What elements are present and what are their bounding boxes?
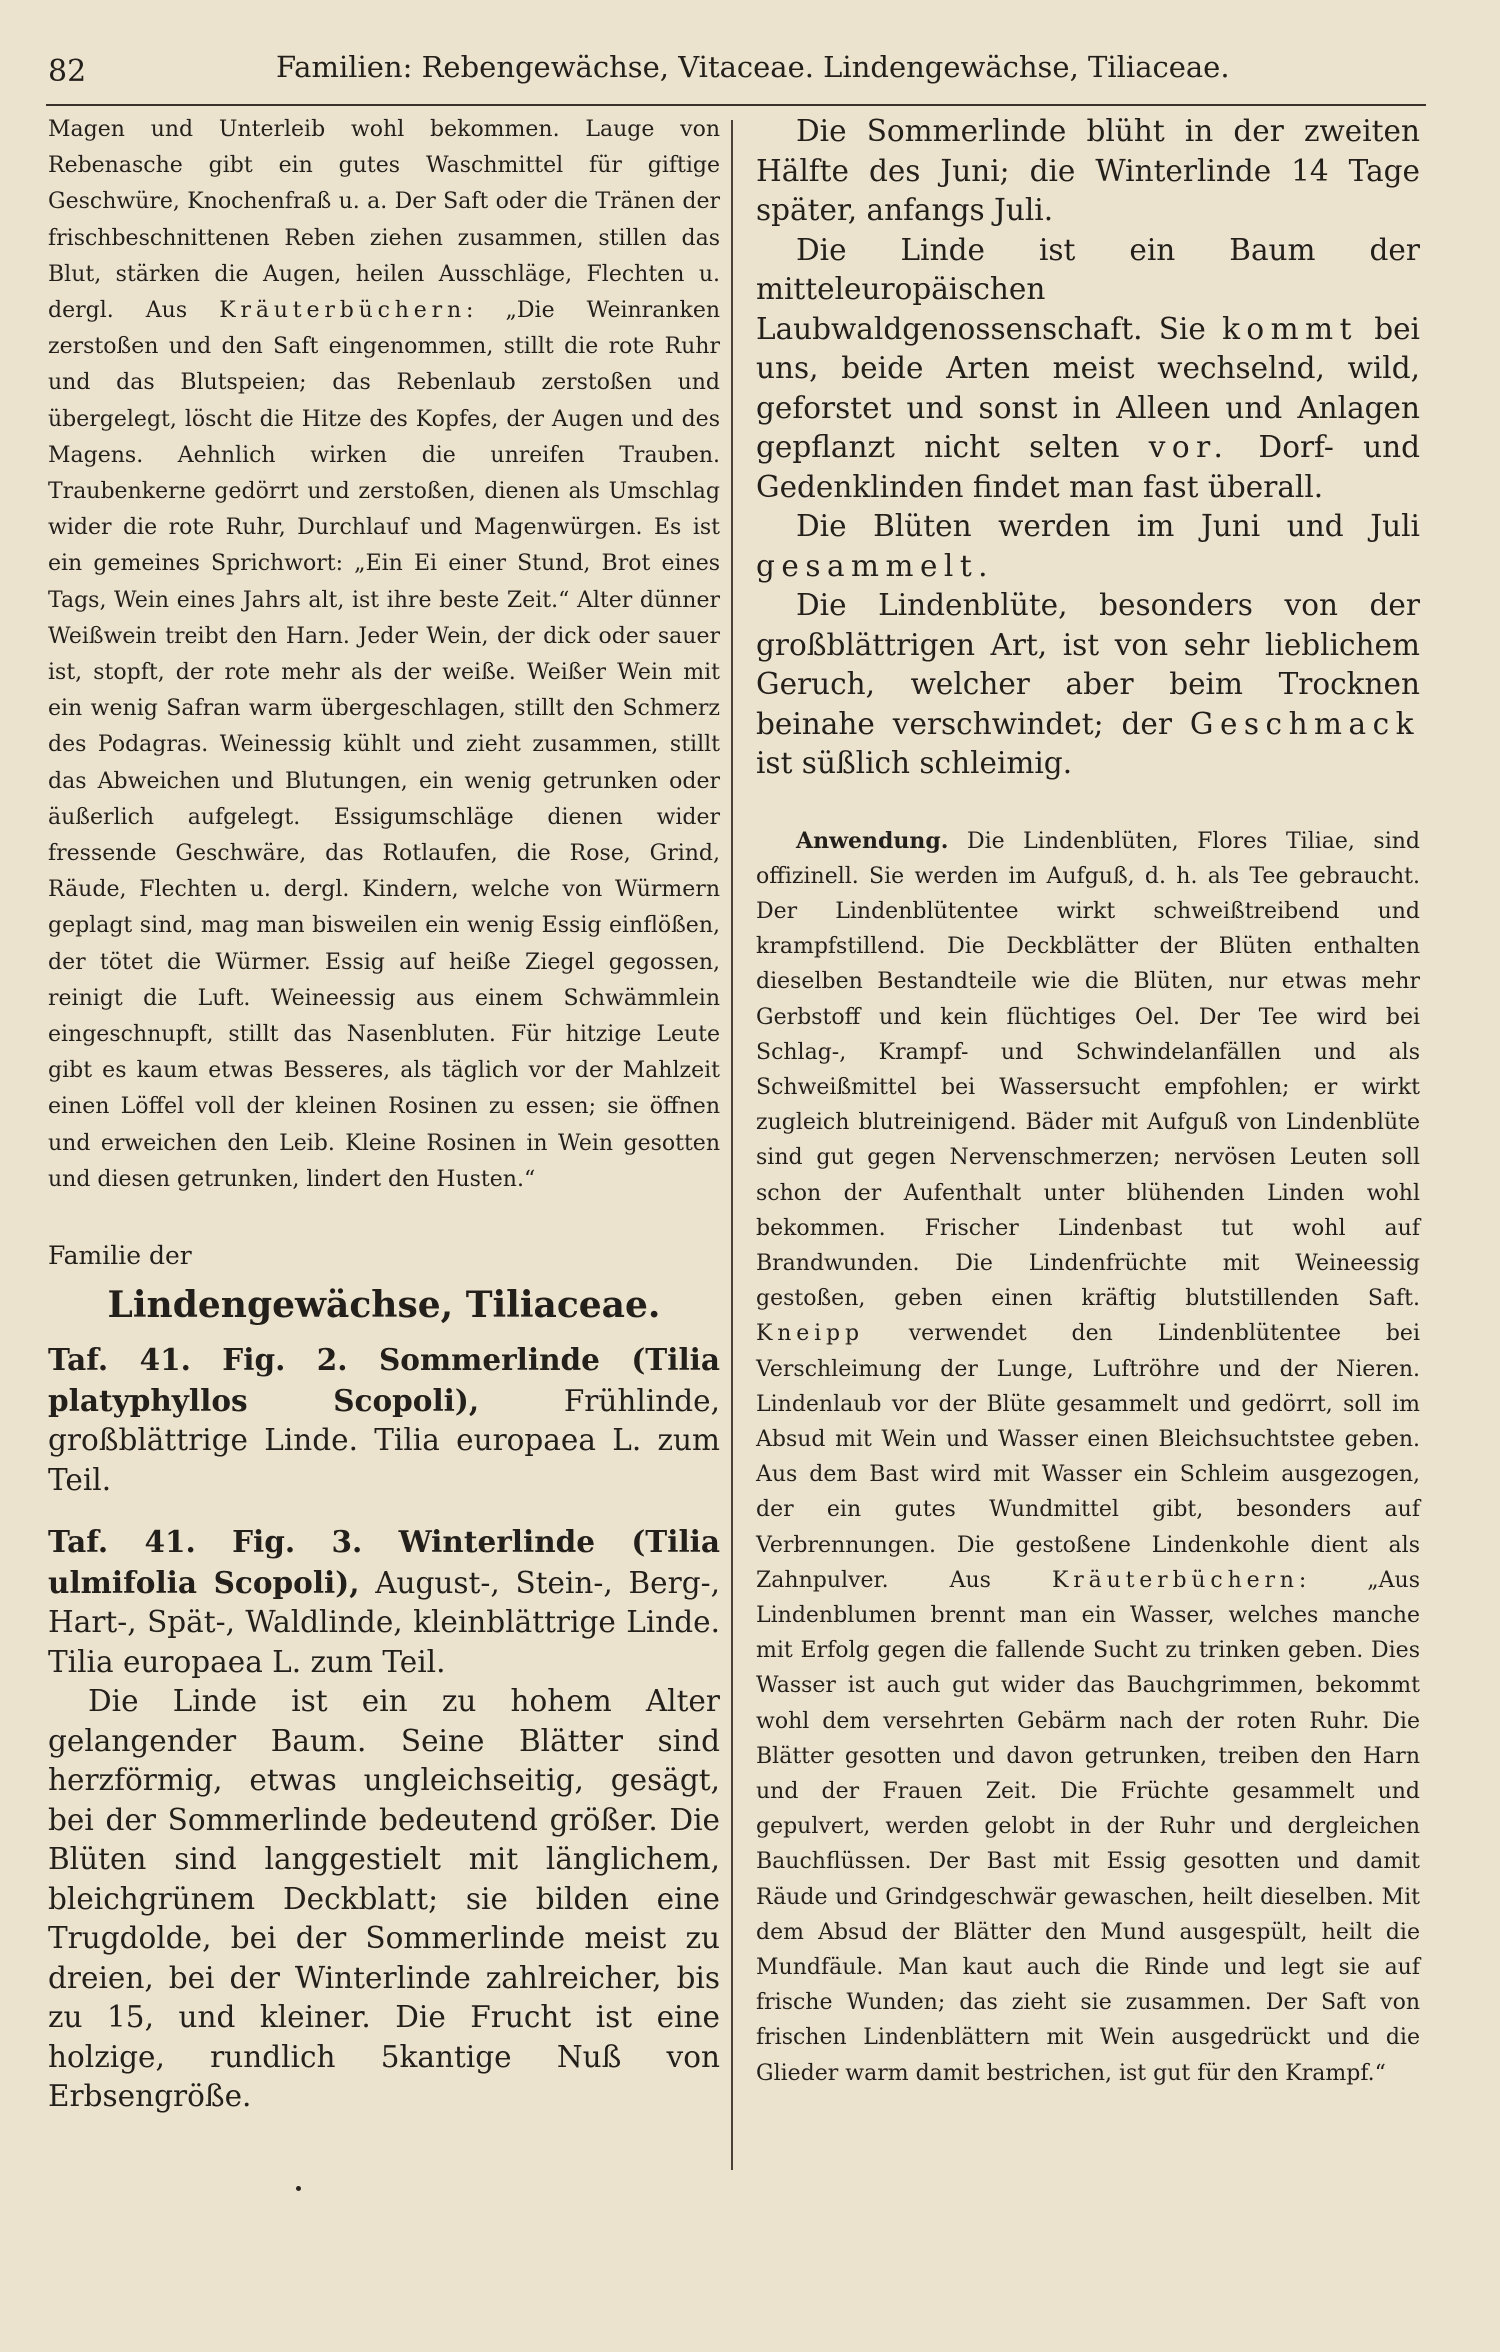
application-text-2: verwendet den Lindenblütentee bei Verschleimung der Lunge, Luftröhre und der Nieren. Lindenlaub vor der Blüte gesammelt und gedörrt, soll im Absud mit Wein und Wasser einen Bleichsuchtstee geben. Aus dem Bast wird mit Wasser ein Schleim ausgezogen, der ein gutes Wundmittel gibt, besonders auf Verbrennungen. Die gestoßene Lindenkohle dient als Zahnpulver. Aus — [756, 1321, 1420, 1593]
page-header — [48, 44, 1420, 104]
kraeuterbuecher-spaced-right: Kräuterbüchern — [1051, 1567, 1299, 1593]
right-column — [756, 112, 1420, 2091]
running-title: Familien: Rebengewächse, Vitaceae. Lindengewächse, Tiliaceae. — [276, 50, 1230, 84]
smell-text-b: ist süßlich schleimig. — [756, 746, 1073, 780]
habitat-spaced-1: kommt — [1222, 311, 1358, 346]
application-text-1: Die Lindenblüten, Flores Tiliae, sind offizinell. Sie werden im Aufguß, d. h. als Tee gebraucht. Der Lindenblütentee wirkt schweißtreibend und krampfstillend. Die Deckblätter der Blüten enthalten dieselben Bestandteile wie die Blüten, nur etwas mehr Gerbstoff und kein flüchtiges Oel. Der Tee wird bei Schlag-, Krampf- und Schwindelanfällen und als Schweißmittel bei Wassersucht empfohlen; er wirkt zugleich blutreinigend. Bäder mit Aufguß von Lindenblüte sind gut gegen Nervenschmerzen; nervösen Leuten soll schon der Aufenthalt unter blühenden Linden wohl bekommen. Frischer Lindenbast tut wohl auf Brandwunden. Die Lindenfrüchte mit Weineessig gestoßen, geben einen kräftig blutstillenden Saft. — [756, 828, 1420, 1312]
habitat-spaced-2: vor. — [1148, 430, 1230, 464]
application-text-3: : „Aus Lindenblumen brennt man ein Wasser, welches manche mit Erfolg gegen die fallende Sucht zu trinken geben. Dies Wasser ist auch gut wider das Bauchgrimmen, bekommt wohl dem versehrten Gebärm nach der roten Ruhr. Die Blätter gesotten und davon getrunken, treiben den Harn und der Frauen Zeit. Die Früchte gesammelt und gepulvert, werden gelobt in der Ruhr und dergleichen Bauchflüssen. Der Bast mit Essig gesotten und damit Räude und Grindgeschwär gewaschen, heilt dieselben. Mit dem Absud der Blätter den Mund ausgespült, heilt die Mundfäule. Man kaut auch die Rinde und legt sie auf frische Wunden; das zieht sie zusammen. Der Saft von frischen Lindenblättern mit Wein ausgedrückt und die Glieder warm damit bestrichen, ist gut für den Krampf.“ — [756, 1567, 1420, 2086]
habitat-text-b: bei uns, beide Arten meist wechselnd, wild, geforstet und sonst in Alleen und Anlagen gepflanzt nicht selten — [756, 311, 1420, 464]
kneipp-spaced: Kneipp — [756, 1321, 864, 1347]
collection-spaced: gesammelt. — [756, 548, 995, 583]
uses-text-part2: : „Die Weinranken zerstoßen und den Saft eingenommen, stillt die rote Ruhr und das Blutspeien; das Rebenlaub zerstoßen und übergelegt, löscht die Hitze des Kopfes, der Augen und des Magens. Aehnlich wirken die unreifen Trauben. Traubenkerne gedörrt und zerstoßen, dienen als Umschlag wider die rote Ruhr, Durchlauf und Magenwürgen. Es ist ein gemeines Sprichwort: „Ein Ei einer Stund, Brot eines Tags, Wein eines Jahrs alt, ist ihre beste Zeit.“ Alter dünner Weißwein treibt den Harn. Jeder Wein, der dick oder sauer ist, stopft, der rote mehr als der weiße. Weißer Wein mit ein wenig Safran warm übergeschlagen, stillt den Schmerz des Podagras. Weinessig kühlt und zieht zusammen, stillt das Abweichen und Blutungen, ein wenig getrunken oder äußerlich aufgelegt. Essigumschläge dienen wider fressende Geschwäre, das Rotlaufen, die Rose, Grind, Räude, Flechten u. dergl. Kindern, welche von Würmern geplagt sind, mag man bisweilen ein wenig Essig einflößen, der tötet die Würmer. Essig auf heiße Ziegel gegossen, reinigt die Luft. Weineessig aus einem Schwämmlein eingeschnupft, stillt das Nasenbluten. Für hitzige Leute gibt es kaum etwas Besseres, als täglich vor der Mahlzeit einen Löffel voll der kleinen Rosinen zu essen; sie öffnen und erweichen den Leib. Kleine Rosinen in Wein gesotten und diesen getrunken, lindert den Husten.“ — [48, 298, 721, 1192]
left-column — [48, 112, 720, 2117]
entry-sommerlinde-synonyms: Frühlinde, großblättrige Linde. Tilia europaea L. zum Teil. — [48, 1383, 720, 1497]
family-title-latin: Tiliaceae. — [465, 1284, 661, 1327]
entry-winterlinde — [48, 1522, 720, 1682]
linde-description: Die Linde ist ein zu hohem Alter gelangender Baum. Seine Blätter sind herzförmig, etwas ungleichseitig, gesägt, bei der Sommerlinde bedeutend größer. Die Blüten sind langgestielt mit länglichem, bleichgrünem Deckblatt; sie bilden eine Trugdolde, bei der Sommerlinde meist zu dreien, bei der Winterlinde zahlreicher, bis zu 15, und kleiner. Die Frucht ist eine holzige, rundlich 5kantige Nuß von Erbsengröße. — [48, 1684, 720, 2114]
family-label: Familie der — [48, 1241, 192, 1271]
vitaceae-uses-paragraph — [48, 112, 720, 1198]
habitat-text-a: Die Linde ist ein Baum der mitteleuropäischen Laubwaldgenossenschaft. Sie — [756, 232, 1420, 346]
header-rule — [46, 104, 1426, 106]
habitat-text-c: Dorf- und Gedenklinden findet man fast überall. — [756, 430, 1420, 504]
smell-text-a: Die Lindenblüte, besonders von der großblättrigen Art, ist von sehr lieblichem Geruch, welcher aber beim Trocknen beinahe verschwindet; der — [756, 588, 1420, 741]
bloom-time-paragraph: Die Sommerlinde blüht in der zweiten Hälfte des Juni; die Winterlinde 14 Tage später, anfangs Juli. — [756, 114, 1420, 227]
application-label: Anwendung. — [796, 827, 949, 854]
taste-spaced: Geschmack — [1189, 706, 1420, 741]
column-divider — [731, 120, 733, 2170]
entry-winterlinde-heading: Taf. 41. Fig. 3. Winterlinde (Tilia ulmifolia Scopoli), — [48, 1524, 720, 1600]
uses-text-part1: Magen und Unterleib wohl bekommen. Lauge von Rebenasche gibt ein gutes Waschmittel für giftige Geschwüre, Knochenfraß u. a. Der Saft oder die Tränen der frischbeschnittenen Reben ziehen zusammen, stillen das Blut, stärken die Augen, heilen Ausschläge, Flechten u. dergl. Aus — [48, 117, 720, 324]
ink-speck — [296, 2186, 301, 2191]
entry-winterlinde-synonyms: August-, Stein-, Berg-, Hart-, Spät-, Waldlinde, kleinblättrige Linde. Tilia europaea L. zum Teil. — [48, 1565, 720, 1679]
application-paragraph — [756, 824, 1420, 2091]
collection-text: Die Blüten werden im Juni und Juli — [796, 509, 1420, 543]
entry-sommerlinde-heading: Taf. 41. Fig. 2. Sommerlinde (Tilia platyphyllos Scopoli), — [48, 1342, 720, 1418]
kraeuterbuecher-spaced: Kräuterbüchern — [219, 298, 467, 324]
habitat-paragraph — [756, 231, 1420, 508]
smell-taste-paragraph — [756, 586, 1420, 784]
entry-sommerlinde — [48, 1340, 720, 1500]
family-title — [48, 1280, 720, 1330]
collection-paragraph — [756, 507, 1420, 586]
page-number: 82 — [48, 54, 87, 89]
family-title-german: Lindengewächse, — [107, 1284, 454, 1327]
